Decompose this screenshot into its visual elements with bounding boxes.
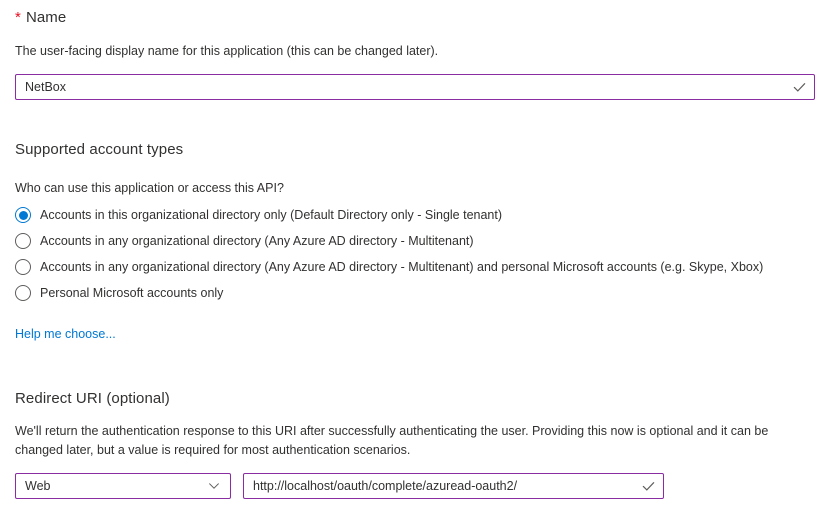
name-section-title: Name bbox=[25, 9, 67, 26]
redirect-uri-input-wrapper bbox=[243, 473, 664, 499]
name-description: The user-facing display name for this application (this can be changed later). bbox=[15, 44, 439, 58]
help-me-choose-link[interactable]: Help me choose... bbox=[15, 327, 116, 341]
radio-unselected-icon[interactable] bbox=[15, 233, 31, 249]
radio-option-label: Accounts in any organizational directory (Any Azure AD directory - Multitenant) bbox=[40, 234, 474, 248]
account-types-heading: Supported account types bbox=[15, 141, 184, 158]
radio-option-label: Accounts in any organizational directory (Any Azure AD directory - Multitenant) and personal Microsoft accounts (e.g. Skype, Xbox) bbox=[40, 260, 764, 274]
chevron-down-icon bbox=[207, 479, 221, 493]
name-section-heading bbox=[15, 9, 66, 26]
redirect-uri-description: We'll return the authentication response to this URI after successfully authenticating the user. Providing this now is optional and it can be changed later, but a value is required for most authentication scenarios. bbox=[15, 424, 769, 457]
platform-select-value: Web bbox=[25, 479, 51, 493]
radio-option-single-tenant[interactable] bbox=[15, 205, 502, 225]
name-input[interactable] bbox=[16, 75, 814, 99]
name-input-wrapper bbox=[15, 74, 815, 100]
radio-selected-icon[interactable] bbox=[15, 207, 31, 223]
redirect-uri-heading: Redirect URI (optional) bbox=[15, 390, 170, 407]
radio-unselected-icon[interactable] bbox=[15, 285, 31, 301]
radio-option-multitenant[interactable] bbox=[15, 231, 474, 251]
required-asterisk: * bbox=[15, 9, 21, 26]
radio-option-multitenant-personal[interactable] bbox=[15, 257, 763, 277]
radio-option-personal-only[interactable] bbox=[15, 283, 223, 303]
account-types-question: Who can use this application or access this API? bbox=[15, 181, 284, 195]
radio-option-label: Accounts in this organizational directory only (Default Directory only - Single tenant) bbox=[40, 208, 503, 222]
radio-unselected-icon[interactable] bbox=[15, 259, 31, 275]
platform-select[interactable] bbox=[15, 473, 231, 499]
radio-option-label: Personal Microsoft accounts only bbox=[40, 286, 224, 300]
redirect-uri-input[interactable] bbox=[244, 474, 663, 498]
